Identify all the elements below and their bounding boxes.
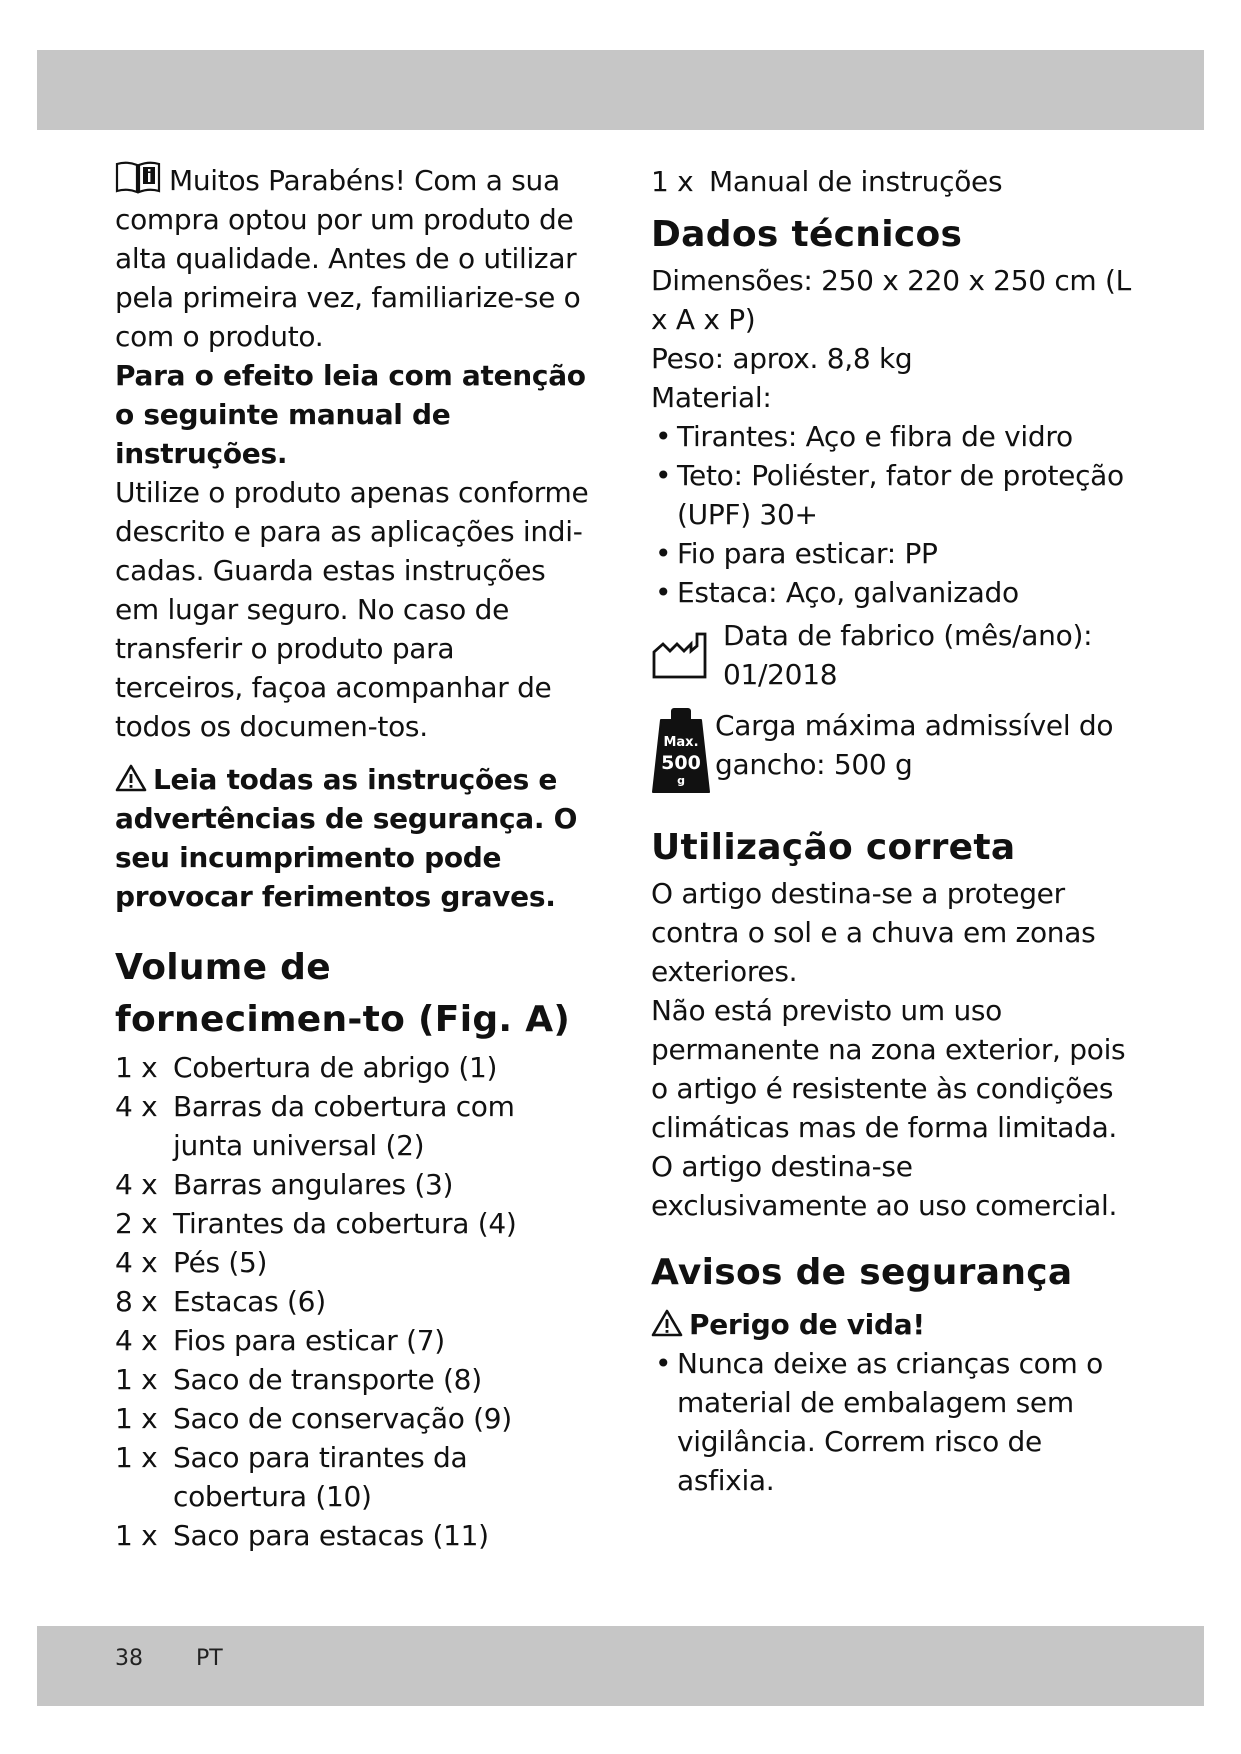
list-item: 2 x Tirantes da cobertura (4) [115,1207,517,1240]
list-item: 1 x Saco para tirantes da cobertura (10) [115,1441,468,1513]
safety-heading: Avisos de segurança [651,1252,1073,1293]
list-item: • Tirantes: Aço e fibra de vidro [651,417,1131,456]
intro-paragraph [115,160,590,356]
material-label: Material: [651,381,772,414]
manufacture-date-text: Data de fabrico (mês/ano): 01/2018 [723,619,1093,691]
left-column [115,160,590,1555]
list-item: 1 x Cobertura de abrigo (1) [115,1051,498,1084]
warning-icon [651,1309,683,1337]
usage-paragraph: Utilize o produto apenas conforme descrito e para as aplicações indi-cadas. Guarda estas instruções em lugar seguro. No caso de transferir o produto para terceiros, façoa acompanhar de todos os documen-tos. [115,476,589,743]
right-column [651,162,1131,1500]
list-item: • Teto: Poliéster, fator de proteção (UPF) 30+ [651,456,1131,534]
danger-text: Perigo de vida! [689,1308,925,1341]
list-item: 4 x Pés (5) [115,1246,268,1279]
danger-title [651,1305,1131,1344]
list-item: 1 x Manual de instruções [651,165,1003,198]
warning-text: Leia todas as instruções e advertências de segurança. O seu incumprimento pode provocar ferimentos graves. [115,763,578,913]
max-load-row [651,706,1131,796]
max-load-text: Carga máxima admissível do gancho: 500 g [715,709,1114,781]
list-item: 4 x Fios para esticar (7) [115,1324,445,1357]
delivery-list [115,1048,590,1555]
weight-text: Peso: aprox. 8,8 kg [651,342,913,375]
warning-icon [115,764,147,792]
list-item: 1 x Saco de transporte (8) [115,1363,482,1396]
dimensions-text: Dimensões: 250 x 220 x 250 cm (L x A x P) [651,264,1131,336]
language-code: PT [196,1646,223,1671]
header-bar [37,50,1204,130]
weight-icon-value: 500 [661,752,701,774]
intro-first-line: Muitos Parabéns! Com a sua [169,164,560,197]
list-item: • Nunca deixe as crianças com o material de embalagem sem vigilância. Correm risco de asfixia. [651,1344,1131,1500]
list-item: 4 x Barras angulares (3) [115,1168,454,1201]
list-item: 4 x Barras da cobertura com junta universal (2) [115,1090,515,1162]
weight-icon-label: Max. [663,735,699,750]
list-item: 8 x Estacas (6) [115,1285,326,1318]
delivery-list-continued [651,162,1131,201]
list-item: 1 x Saco de conservação (9) [115,1402,512,1435]
materials-list [651,417,1131,612]
read-manual-note: Para o efeito leia com atenção o seguinte manual de instruções. [115,359,586,470]
delivery-heading: Volume de fornecimen-to (Fig. A) [115,947,571,1040]
page-number: 38 [115,1646,143,1671]
book-info-icon [115,160,161,194]
list-item: • Estaca: Aço, galvanizado [651,573,1131,612]
factory-icon [651,628,709,680]
manufacture-date-row [651,616,1131,694]
list-item: • Fio para esticar: PP [651,534,1131,573]
technical-heading: Dados técnicos [651,214,963,255]
correct-use-p1: O artigo destina-se a proteger contra o sol e a chuva em zonas exteriores. [651,877,1096,988]
max-weight-icon [651,706,711,796]
safety-warning-intro [115,760,590,916]
correct-use-p2: Não está previsto um uso permanente na zona exterior, pois o artigo é resistente às condições climáticas mas de forma limitada. O artigo destina-se exclusivamente ao uso comercial. [651,994,1126,1222]
weight-icon-unit: g [677,774,685,787]
safety-list [651,1344,1131,1500]
list-item: 1 x Saco para estacas (11) [115,1519,489,1552]
intro-text: compra optou por um produto de alta qualidade. Antes de o utilizar pela primeira vez, familiarize-se o com o produto. [115,203,581,353]
correct-use-heading: Utilização correta [651,827,1016,868]
